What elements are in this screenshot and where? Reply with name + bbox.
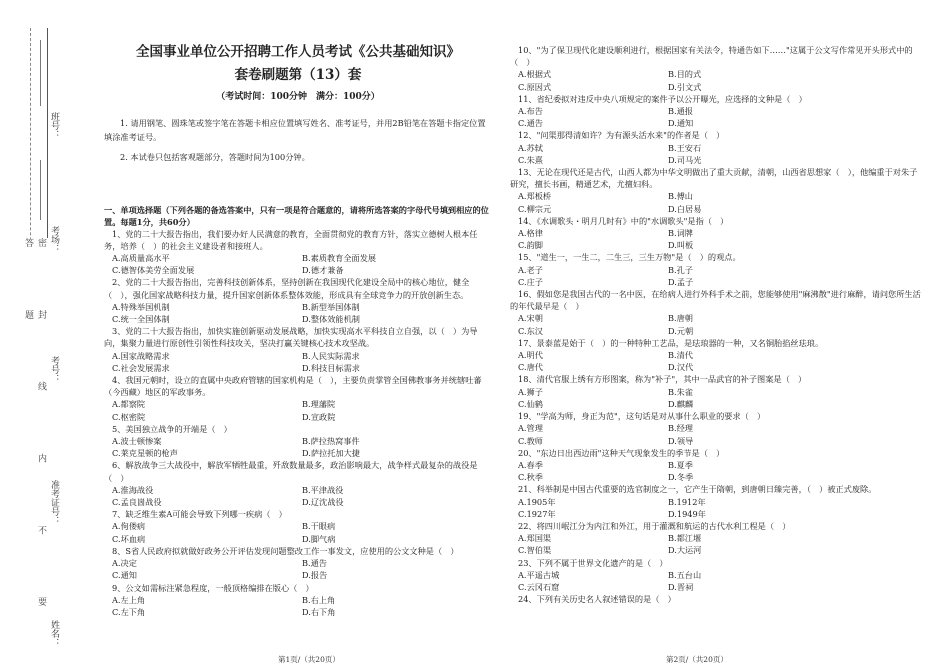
- answer-option[interactable]: D.右下角: [302, 606, 336, 617]
- answer-option[interactable]: B.通告: [302, 558, 327, 569]
- question: [104, 545, 492, 582]
- answer-option[interactable]: C.教师: [518, 435, 543, 446]
- question-text: 4、我国元朝时，设立的直属中央政府管辖的国家机构是（ ），主要负责掌管全国佛教事务并统辖吐蕃（今西藏）地区的军政事务。: [104, 375, 482, 398]
- question-text: 21、科举制是中国古代重要的选官制度之一，它产生于隋朝，到唐朝日臻完善，（ ）被正式废除。: [518, 484, 877, 495]
- option-grid: [104, 484, 492, 508]
- answer-option[interactable]: C.枢密院: [112, 411, 146, 422]
- answer-option[interactable]: A.都察院: [112, 399, 146, 410]
- class-number-blank[interactable]: [40, 40, 41, 106]
- question-list-right: [510, 44, 922, 605]
- question-text: 12、"问渠那得清如许？为有源头活水来"的作者是（ ）: [518, 130, 725, 141]
- answer-option[interactable]: D.萨拉托加大捷: [302, 448, 360, 459]
- option-grid: [510, 422, 922, 446]
- answer-option[interactable]: A.平遥古城: [518, 569, 560, 580]
- section-heading: 一、单项选择题（下列各题的备选答案中，只有一项是符合题意的，请将所选答案的字母代号填到相应的位置。每题1分，共60分）: [104, 204, 489, 227]
- answer-option[interactable]: D.通知: [668, 118, 694, 129]
- question: [510, 215, 922, 252]
- question: [510, 251, 922, 288]
- option-grid: [104, 520, 492, 544]
- instruction-2: 2. 本试卷只包括客观题部分，答题时间为100分钟。: [120, 151, 310, 162]
- answer-option[interactable]: A.佝偻病: [112, 521, 146, 532]
- question: [510, 483, 922, 520]
- answer-option[interactable]: D.科技目标需求: [302, 362, 360, 373]
- instruction-1: 1. 请用钢笔、圆珠笔或签字笔在答题卡相应位置填写姓名、准考证号，并用2B铅笔在答题卡指定位置填涂准考证号。: [104, 117, 486, 142]
- answer-option[interactable]: C.左下角: [112, 606, 146, 617]
- answer-option[interactable]: C.东汉: [518, 325, 543, 336]
- question-text: 2、党的二十大报告指出，完善科技创新体系，坚持创新在我国现代化建设全局中的核心地位，健全（ ），强化国家战略科技力量，提升国家创新体系整体效能，形成具有全球竞争力的开放创新生态。: [104, 277, 470, 300]
- question: [510, 593, 922, 605]
- question-text: 3、党的二十大报告指出，加快实施创新驱动发展战略，加快实现高水平科技自立自强，以（ ）为导向，集聚力量进行原创性引领性科技攻关，坚决打赢关键核心技术攻坚战。: [104, 326, 478, 349]
- answer-option[interactable]: B.通报: [668, 106, 693, 117]
- answer-option[interactable]: C.原因式: [518, 81, 552, 92]
- answer-option[interactable]: B.经理: [668, 423, 693, 434]
- answer-option[interactable]: B.唐朝: [668, 313, 693, 324]
- answer-option[interactable]: D.引文式: [668, 81, 702, 92]
- option-grid: [510, 264, 922, 288]
- answer-option[interactable]: A.苏轼: [518, 142, 543, 153]
- answer-option[interactable]: A.布告: [518, 106, 543, 117]
- option-grid: [510, 227, 922, 251]
- answer-option[interactable]: B.萨拉热窝事件: [302, 436, 360, 447]
- question: [510, 44, 922, 93]
- option-grid: [104, 350, 492, 374]
- page-number-left: 第1页/（共20页）: [278, 655, 340, 664]
- answer-option[interactable]: C.德智体美劳全面发展: [112, 265, 195, 276]
- answer-option[interactable]: B.目的式: [668, 69, 702, 80]
- question: [510, 288, 922, 337]
- question-text: 15、"道生一，一生二，二生三，三生万物"是（ ）的观点。: [518, 252, 741, 263]
- answer-option[interactable]: A.狮子: [518, 386, 543, 397]
- question-text: 8、S省人民政府拟就做好政务公开评估发现问题整改工作一事发文，应使用的公文文种是（ ）: [112, 545, 459, 556]
- question-text: 1、党的二十大报告指出，我们要办好人民满意的教育，全面贯彻党的教育方针，落实立德树人根本任务，培养（ ）的社会主义建设者和接班人。: [104, 228, 478, 251]
- option-grid: [510, 142, 922, 166]
- question-text: 14、《水调歌头・明月几时有》中的"水调歌头"是指（ ）: [518, 215, 729, 226]
- answer-option[interactable]: A.波士顿惨案: [112, 436, 162, 447]
- answer-option[interactable]: D.脚气病: [302, 533, 336, 544]
- answer-option[interactable]: B.孔子: [668, 264, 693, 275]
- option-grid: [510, 532, 922, 556]
- answer-option[interactable]: A.决定: [112, 558, 137, 569]
- answer-option[interactable]: A.郑板桥: [518, 191, 552, 202]
- answer-option[interactable]: A.根据式: [518, 69, 552, 80]
- question-text: 13、无论在现代还是古代，山西人都为中华文明做出了重大贡献，清朝，山西省思想家（ ），他编重于对朱子研究，擅长书画，精通艺术，尤擅妇科。: [510, 167, 918, 190]
- option-grid: [510, 105, 922, 129]
- question: [510, 129, 922, 166]
- answer-option[interactable]: C.坏血病: [112, 533, 146, 544]
- answer-option[interactable]: A.管理: [518, 423, 543, 434]
- option-grid: [510, 459, 922, 483]
- answer-option[interactable]: C.秋季: [518, 472, 543, 483]
- question-text: 6、解放战争三大战役中，解放军牺牲最重，歼敌数量最多，政治影响最大，战争样式最复杂的战役是（ ）: [104, 460, 478, 483]
- question: [510, 557, 922, 594]
- exam-room-label: 考场：: [49, 226, 59, 253]
- question: [104, 459, 492, 508]
- answer-option[interactable]: D.麒麟: [668, 398, 694, 409]
- question: [510, 447, 922, 484]
- question-list-left: [104, 228, 492, 619]
- answer-option[interactable]: C.韵脚: [518, 240, 543, 251]
- option-grid: [104, 398, 492, 422]
- answer-option[interactable]: C.庄子: [518, 276, 543, 287]
- exam-set-title: 套卷刷题第（13）套: [234, 67, 362, 84]
- option-grid: [104, 252, 492, 276]
- question: [510, 166, 922, 215]
- answer-option[interactable]: D.叫板: [668, 240, 694, 251]
- answer-option[interactable]: D.白居易: [668, 203, 702, 214]
- answer-option[interactable]: C.社会发展需求: [112, 362, 170, 373]
- answer-option[interactable]: C.通告: [518, 118, 543, 129]
- answer-option[interactable]: A.高质量高水平: [112, 253, 170, 264]
- answer-option[interactable]: B.人民实际需求: [302, 350, 360, 361]
- option-grid: [510, 496, 922, 520]
- answer-option[interactable]: B.傅山: [668, 191, 693, 202]
- answer-option[interactable]: C.统一全国体制: [112, 314, 170, 325]
- question-text: 16、假如您是我国古代的一名中医，在给病人进行外科手术之前，您能够使用"麻沸散"进行麻醉，请问您所生活的年代最早是（ ）: [510, 289, 921, 312]
- answer-option[interactable]: D.宣政院: [302, 411, 336, 422]
- question-text: 19、"学高为师，身正为范"，这句话是对从事什么职业的要求（ ）: [518, 411, 766, 422]
- answer-option[interactable]: B.新型举国体制: [302, 301, 360, 312]
- option-grid: [510, 349, 922, 373]
- question: [104, 228, 492, 277]
- question-text: 7、缺乏维生素A可能会导致下列哪一疾病（ ）: [112, 509, 287, 520]
- answer-option[interactable]: D.1949年: [668, 508, 706, 519]
- exam-number-label: 考号：: [49, 356, 59, 383]
- binding-margin: [0, 0, 66, 672]
- answer-option[interactable]: C.云冈石窟: [518, 581, 560, 592]
- answer-option[interactable]: A.春季: [518, 459, 543, 470]
- answer-option[interactable]: D.领导: [668, 435, 694, 446]
- answer-option[interactable]: B.五台山: [668, 569, 702, 580]
- question: [510, 337, 922, 374]
- question: [510, 520, 922, 557]
- question: [104, 423, 492, 460]
- exam-room-blank[interactable]: [40, 160, 41, 220]
- option-grid: [104, 301, 492, 325]
- question: [104, 325, 492, 374]
- question-text: 11、省纪委拟对违反中央八项规定的案件予以公开曝光，应选择的文种是（ ）: [518, 93, 807, 104]
- option-grid: [510, 312, 922, 336]
- option-grid: [510, 68, 922, 92]
- option-grid: [104, 557, 492, 581]
- answer-option[interactable]: D.孟子: [668, 276, 694, 287]
- seal-line-notice: 密 封 线 内 不 要 答 题: [22, 238, 48, 672]
- answer-option[interactable]: D.报告: [302, 570, 328, 581]
- question-text: 24、下列有关历史名人叙述错误的是（ ）: [518, 594, 676, 605]
- option-grid: [104, 594, 492, 618]
- right-page: [510, 44, 922, 605]
- question-text: 9、公文如需标注紧急程度，一般顶格编排在版心（ ）: [112, 582, 314, 593]
- question: [104, 508, 492, 545]
- answer-option[interactable]: C.朱熹: [518, 154, 543, 165]
- question: [510, 410, 922, 447]
- answer-option[interactable]: C.仙鹤: [518, 398, 543, 409]
- answer-option[interactable]: D.整体效能机制: [302, 314, 360, 325]
- answer-option[interactable]: A.格律: [518, 228, 543, 239]
- class-number-label: 班号：: [49, 112, 59, 139]
- question-text: 5、美国独立战争的开端是（ ）: [112, 423, 232, 434]
- answer-option[interactable]: A.国家战略需求: [112, 350, 170, 361]
- question: [510, 373, 922, 410]
- answer-option[interactable]: D.元朝: [668, 325, 694, 336]
- question: [510, 93, 922, 130]
- question: [104, 582, 492, 619]
- question-text: 20、"东边日出西边雨"这种天气现象发生的季节是（ ）: [518, 447, 725, 458]
- answer-option[interactable]: C.智伯渠: [518, 545, 552, 556]
- question: [104, 276, 492, 325]
- answer-option[interactable]: B.理藩院: [302, 399, 336, 410]
- question-text: 22、将四川岷江分为内江和外江，用于灌溉和航运的古代水利工程是（ ）: [518, 520, 791, 531]
- name-label: 姓名：: [49, 620, 59, 647]
- exam-time-score: （考试时间：100分钟 满分：100分）: [216, 92, 380, 103]
- answer-option[interactable]: A.宋朝: [518, 313, 543, 324]
- answer-option[interactable]: B.王安石: [668, 142, 702, 153]
- answer-option[interactable]: A.左上角: [112, 594, 146, 605]
- answer-option[interactable]: B.1912年: [668, 496, 706, 507]
- question: [104, 374, 492, 423]
- answer-option[interactable]: C.孟良崮战役: [112, 497, 162, 508]
- answer-option[interactable]: A.特殊举国机制: [112, 301, 170, 312]
- answer-option[interactable]: B.平津战役: [302, 484, 344, 495]
- answer-option[interactable]: C.莱克星顿的枪声: [112, 448, 178, 459]
- answer-option[interactable]: D.晋祠: [668, 581, 694, 592]
- answer-option[interactable]: B.夏季: [668, 459, 693, 470]
- answer-option[interactable]: B.朱雀: [668, 386, 693, 397]
- left-page: [104, 40, 492, 618]
- answer-option[interactable]: B.素质教育全面发展: [302, 253, 377, 264]
- answer-option[interactable]: B.干眼病: [302, 521, 336, 532]
- answer-option[interactable]: C.1927年: [518, 508, 556, 519]
- option-grid: [510, 569, 922, 593]
- answer-option[interactable]: D.司马光: [668, 154, 702, 165]
- admission-ticket-label: 准考证号：: [49, 480, 59, 525]
- answer-option[interactable]: D.德才兼备: [302, 265, 344, 276]
- exam-title: 全国事业单位公开招聘工作人员考试《公共基础知识》: [136, 44, 460, 60]
- question-text: 23、下列不属于世界文化遗产的是（ ）: [518, 557, 668, 568]
- answer-option[interactable]: A.1905年: [518, 496, 556, 507]
- answer-option[interactable]: C.唐代: [518, 362, 543, 373]
- question-text: 18、清代官服上绣有方形图案，称为"补子"，其中一品武官的补子图案是（ ）: [518, 374, 807, 385]
- answer-option[interactable]: D.汉代: [668, 362, 694, 373]
- answer-option[interactable]: A.明代: [518, 350, 543, 361]
- option-grid: [104, 435, 492, 459]
- answer-option[interactable]: C.通知: [112, 570, 137, 581]
- answer-option[interactable]: D.辽沈战役: [302, 497, 344, 508]
- answer-option[interactable]: D.冬季: [668, 472, 694, 483]
- question-text: 17、景泰蓝是始于（ ）的一种特种工艺品，是珐琅器的一种，又名铜胎掐丝珐琅。: [518, 337, 824, 348]
- answer-option[interactable]: B.词牌: [668, 228, 693, 239]
- answer-option[interactable]: A.郑国渠: [518, 533, 552, 544]
- answer-option[interactable]: A.老子: [518, 264, 543, 275]
- answer-option[interactable]: C.柳宗元: [518, 203, 552, 214]
- answer-option[interactable]: B.右上角: [302, 594, 336, 605]
- option-grid: [510, 386, 922, 410]
- answer-option[interactable]: A.淮海战役: [112, 484, 154, 495]
- question-text: 10、"为了保卫现代化建设顺利进行，根据国家有关法令，特通告如下……"这属于公文写作常见开头形式中的（ ）: [510, 45, 913, 68]
- answer-option[interactable]: D.大运河: [668, 545, 702, 556]
- answer-option[interactable]: B.都江堰: [668, 533, 702, 544]
- answer-option[interactable]: B.清代: [668, 350, 693, 361]
- page-number-right: 第2页/（共20页）: [666, 655, 728, 664]
- option-grid: [510, 190, 922, 214]
